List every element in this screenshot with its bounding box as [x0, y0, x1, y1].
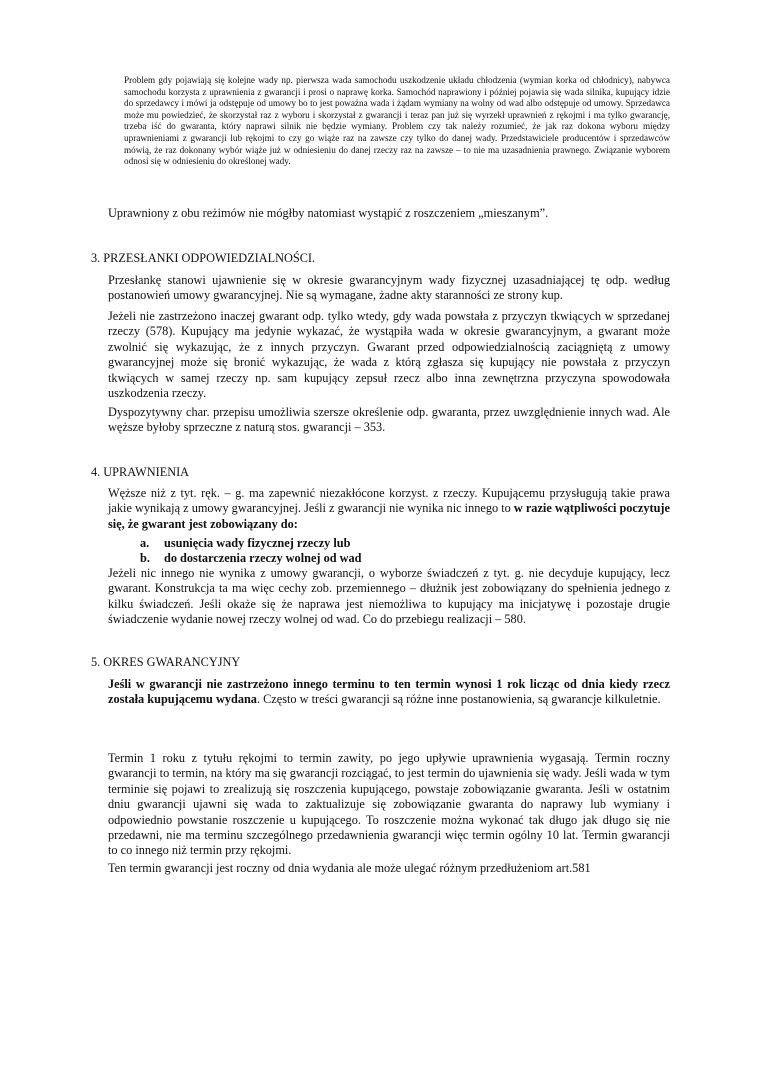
section-4-paragraph-1 — [108, 486, 670, 532]
section-5-heading: 5. OKRES GWARANCYJNY — [91, 655, 241, 669]
intro-small-paragraph: Problem gdy pojawiają się kolejne wady np. pierwsza wada samochodu uszkodzenie układu chłodzenia (wymian korka od chłodnicy), nabywca samochodu korzysta z uprawnienia z gwarancji i prosi o naprawę korka. Samochód naprawiony i później pojawia się wada silnika, kupujący idzie do sprzedawcy i mówi ja odstępuje od umowy bo to jest poważna wada i żądam wymiany na wolny od wad albo odstępuje od umowy. Sprzedawca może mu powiedzieć, że skorzystał raz z wyboru i skorzystał z gwarancji i teraz pan już się wyrzekł uprawnień z rękojmi i ma tylko gwarancję, trzeba iść do gwaranta, który naprawi silnik nie będzie wymiany. Problem czy tak należy rozumieć, że jak raz dokona wyboru między uprawnieniami z gwarancji lub rękojmi to czy go wiąże raz na zawsze czy tylko do danej wady. Przedstawiciele producentów i sprzedawców mówią, że raz dokonany wybór wiąże już w odniesieniu do danej rzeczy raz na zawsze – to nie ma uzasadnienia prawnego. Związanie wyborem odnosi się w odniesieniu do określonej wady. — [124, 75, 670, 167]
section-5-paragraph-1-text: . Często w treści gwarancji są różne inne postanowienia, są gwarancje kilkuletnie. — [256, 692, 661, 707]
section-3-heading: 3. PRZESŁANKI ODPOWIEDZIALNOŚCI. — [91, 251, 316, 265]
mixed-claim-paragraph: Uprawniony z obu reżimów nie mógłby natomiast wystąpić z roszczeniem „mieszanym”. — [108, 206, 549, 220]
list-item — [140, 536, 362, 551]
obligations-list — [140, 536, 362, 565]
section-3-paragraph-3: Dyspozytywny char. przepisu umożliwia szersze określenie odp. gwaranta, przez uwzględnienie innych wad. Ale węższe byłoby sprzeczne z naturą stos. gwarancji – 353. — [108, 405, 670, 435]
list-marker: a. — [140, 536, 150, 550]
list-item-text: do dostarczenia rzeczy wolnej od wad — [164, 550, 362, 565]
list-item — [140, 551, 362, 566]
section-5-paragraph-3: Ten termin gwarancji jest roczny od dnia wydania ale może ulegać różnym przedłużeniom art.581 — [108, 861, 591, 875]
section-4-paragraph-1-text: Węższe niż z tyt. ręk. – g. ma zapewnić niezakłócone korzyst. z rzeczy. Kupującemu przysługują takie prawa jakie wynikają z umowy gwarancyjnej. Jeśli z gwarancji nie wynika nic innego to — [108, 486, 670, 516]
section-3-paragraph-2: Jeżeli nie zastrzeżono inaczej gwarant odp. tylko wtedy, gdy wada powstała z przyczyn tkwiących w sprzedanej rzeczy (578). Kupujący ma jedynie wykazać, że wystąpiła wada w okresie gwarancyjnym, a gwarant może zwolnić się wykazując, że z innych przyczyn. Gwarant przed odpowiedzialnością zaciągniętą z umowy gwarancyjnej może się bronić wykazując, że wada z którą zgłasza się kupujący nie powstała z przyczyn tkwiących w samej rzeczy np. sam kupujący zepsuł rzecz albo inna zewnętrzna przyczyna spowodowała uszkodzenia rzeczy. — [108, 309, 670, 401]
section-5-paragraph-2: Termin 1 roku z tytułu rękojmi to termin zawity, po jego upływie uprawnienia wygasają. Termin roczny gwarancji to termin, na który ma się gwarancji rozciągać, to jest termin do ujawnienia się wady. Jeśli wada w tym terminie się pojawi to zrealizują się roszczenia kupującego, powstaje zobowiązanie gwaranta. Jeśli w ostatnim dniu gwarancji ujawni się wada to zaktualizuje się zobowiązanie gwaranta do naprawy lub wymiany i odpowiednio powstanie roszczenie u kupującego. To roszczenie można wykonać tak długo jak długo się nie przedawni, nie ma terminu szczególnego przedawnienia gwarancji więc termin ogólny 10 lat. Termin gwarancji to co innego niż termin przy rękojmi. — [108, 751, 670, 858]
section-4-paragraph-1-emphasis: w razie wątpliwości poczytuje się, że gwarant jest zobowiązany do: — [108, 501, 670, 531]
section-5-paragraph-1 — [108, 677, 670, 708]
section-5-paragraph-1-emphasis: Jeśli w gwarancji nie zastrzeżono innego terminu to ten termin wynosi 1 rok licząc od dnia kiedy rzecz została kupującemu wydana — [108, 677, 670, 707]
section-4-paragraph-2: Jeżeli nic innego nie wynika z umowy gwarancji, o wyborze świadczeń z tyt. g. nie decyduje kupujący, lecz gwarant. Konstrukcja ta ma więc cechy zob. przemiennego – dłużnik jest zobowiązany do spełnienia jednego z kilku świadczeń. Jeśli okaże się że naprawa jest niemożliwa to kupujący ma inicjatywę i pozostaje drugie świadczenie wydanie nowej rzeczy wolnej od wad. Co do przebiegu realizacji – 580. — [108, 566, 670, 627]
section-3-paragraph-1: Przesłankę stanowi ujawnienie się w okresie gwarancyjnym wady fizycznej uzasadniającej tę odp. według postanowień umowy gwarancyjnej. Nie są wymagane, żadne akty staranności ze strony kup. — [108, 273, 670, 303]
list-marker: b. — [140, 550, 150, 565]
list-item-text: usunięcia wady fizycznej rzeczy lub — [164, 536, 351, 550]
section-4-heading: 4. UPRAWNIENIA — [91, 465, 190, 479]
